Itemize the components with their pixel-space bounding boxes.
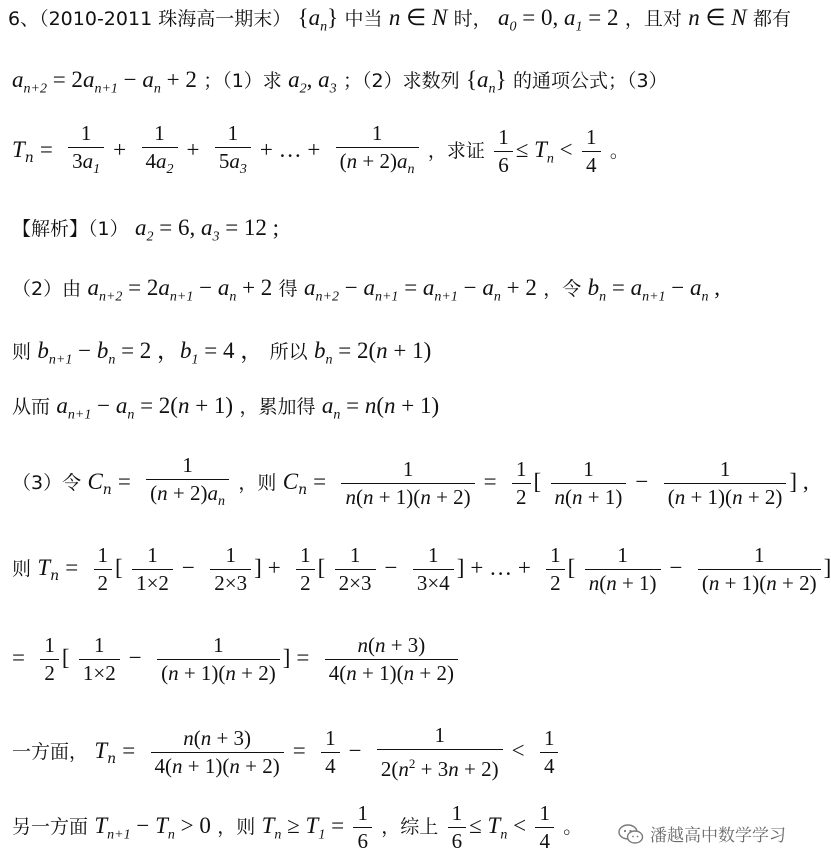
math-initial: $a_0 = 0$, $a_1 = 2$ <box>498 5 619 35</box>
solution-T-result: = $\frac{1}{2}$ [ $\frac{1}{1\times 2}$ − $\frac{1}{(n + 1)(n + 2)}$ ] = $\frac{n(n + 3)}{4(n + 1)(n + 2)}$ <box>12 632 461 687</box>
problem-line-3: $T_n$ = $\frac{1}{3a_1}$ + $\frac{1}{4a_2}$ + $\frac{1}{5a_3}$ + … + $\frac{1}{(n + 2)a_n}$ ，求证 $\frac{1}{6}$ ≤ $T_n$ < $\frac{1}{4}$ 。 <box>12 121 629 178</box>
solution-part-3: （3）令 $C_n$ = $\frac{1}{(n + 2)a_n}$ ，则 $C_n$ = $\frac{1}{n(n + 1)(n + 2)}$ = $\frac{1}{2}$ [ $\frac{1}{n(n + 1)}$ − $\frac{1}{(n + 1)(n + 2)}$ ] , <box>12 453 809 510</box>
watermark <box>618 821 786 846</box>
solution-header: 【解析】 <box>12 218 89 240</box>
math-recurrence: $a_{n+2} = 2a_{n+1} - a_n + 2$ <box>12 67 197 97</box>
solution-one-side: 一方面， $T_n$ = $\frac{n(n + 3)}{4(n + 1)(n + 2)}$ = $\frac{1}{4}$ − $\frac{1}{2(n^2 + 3n + 2)}$ < $\frac{1}{4}$ <box>12 722 561 783</box>
solution-part-2: （2）由 $a_{n+2} = 2a_{n+1} - a_n + 2$ 得 $a_{n+2} - a_{n+1} = a_{n+1} - a_n + 2$ ，令 $b_n = a_{n+1} - a_n$ , <box>12 275 720 305</box>
wechat-icon <box>618 823 644 845</box>
solution-part-1: 【解析】（1） $a_2 = 6$, $a_3 = 12$ ; <box>12 215 280 245</box>
solution-an: 从而 $a_{n+1} - a_n = 2(n + 1)$ ，累加得 $a_n = n(n + 1)$ <box>12 393 440 423</box>
solution-other-side: 另一方面 $T_{n+1} - T_n > 0$ ，则 $T_n \ge T_1$ = $\frac{1}{6}$ ，综上 $\frac{1}{6}$ ≤ $T_n$ < $\frac{1}{4}$ 。 <box>12 801 583 853</box>
problem-source: （2010-2011 珠海高一期末） <box>39 8 292 30</box>
problem-line-1: 6、（2010-2011 珠海高一期末） $\{a_n\}$ 中当 n ∈ N 时， $a_0 = 0$, $a_1 = 2$ ，且对 n ∈ N 都有 <box>8 5 791 35</box>
problem-number: 6、 <box>8 8 40 30</box>
solution-T-sum: 则 $T_n$ = $\frac{1}{2}$ [ $\frac{1}{1\times 2}$ − $\frac{1}{2\times 3}$ ] + $\frac{1}{2}$ [ $\frac{1}{2\times 3}$ − $\frac{1}{3\times 4}$ ] + … + $\frac{1}{2}$ [ $\frac{1}{n(n + 1)}$ − $\frac{1}{(n + 1)(n + 2)}$ ] <box>12 543 831 595</box>
math-seq-an: $\{a_n\}$ <box>297 5 339 35</box>
solution-bn: 则 $b_{n+1} - b_n = 2$ ，$b_1 = 4$ ， 所以 $b_n = 2(n + 1)$ <box>12 338 432 368</box>
watermark-text: 潘越高中数学学习 <box>650 826 786 846</box>
problem-line-2: $a_{n+2} = 2a_{n+1} - a_n + 2$ ；（1）求 $a_2$, $a_3$ ；（2）求数列 $\{a_n\}$ 的通项公式；（3） <box>12 67 668 97</box>
